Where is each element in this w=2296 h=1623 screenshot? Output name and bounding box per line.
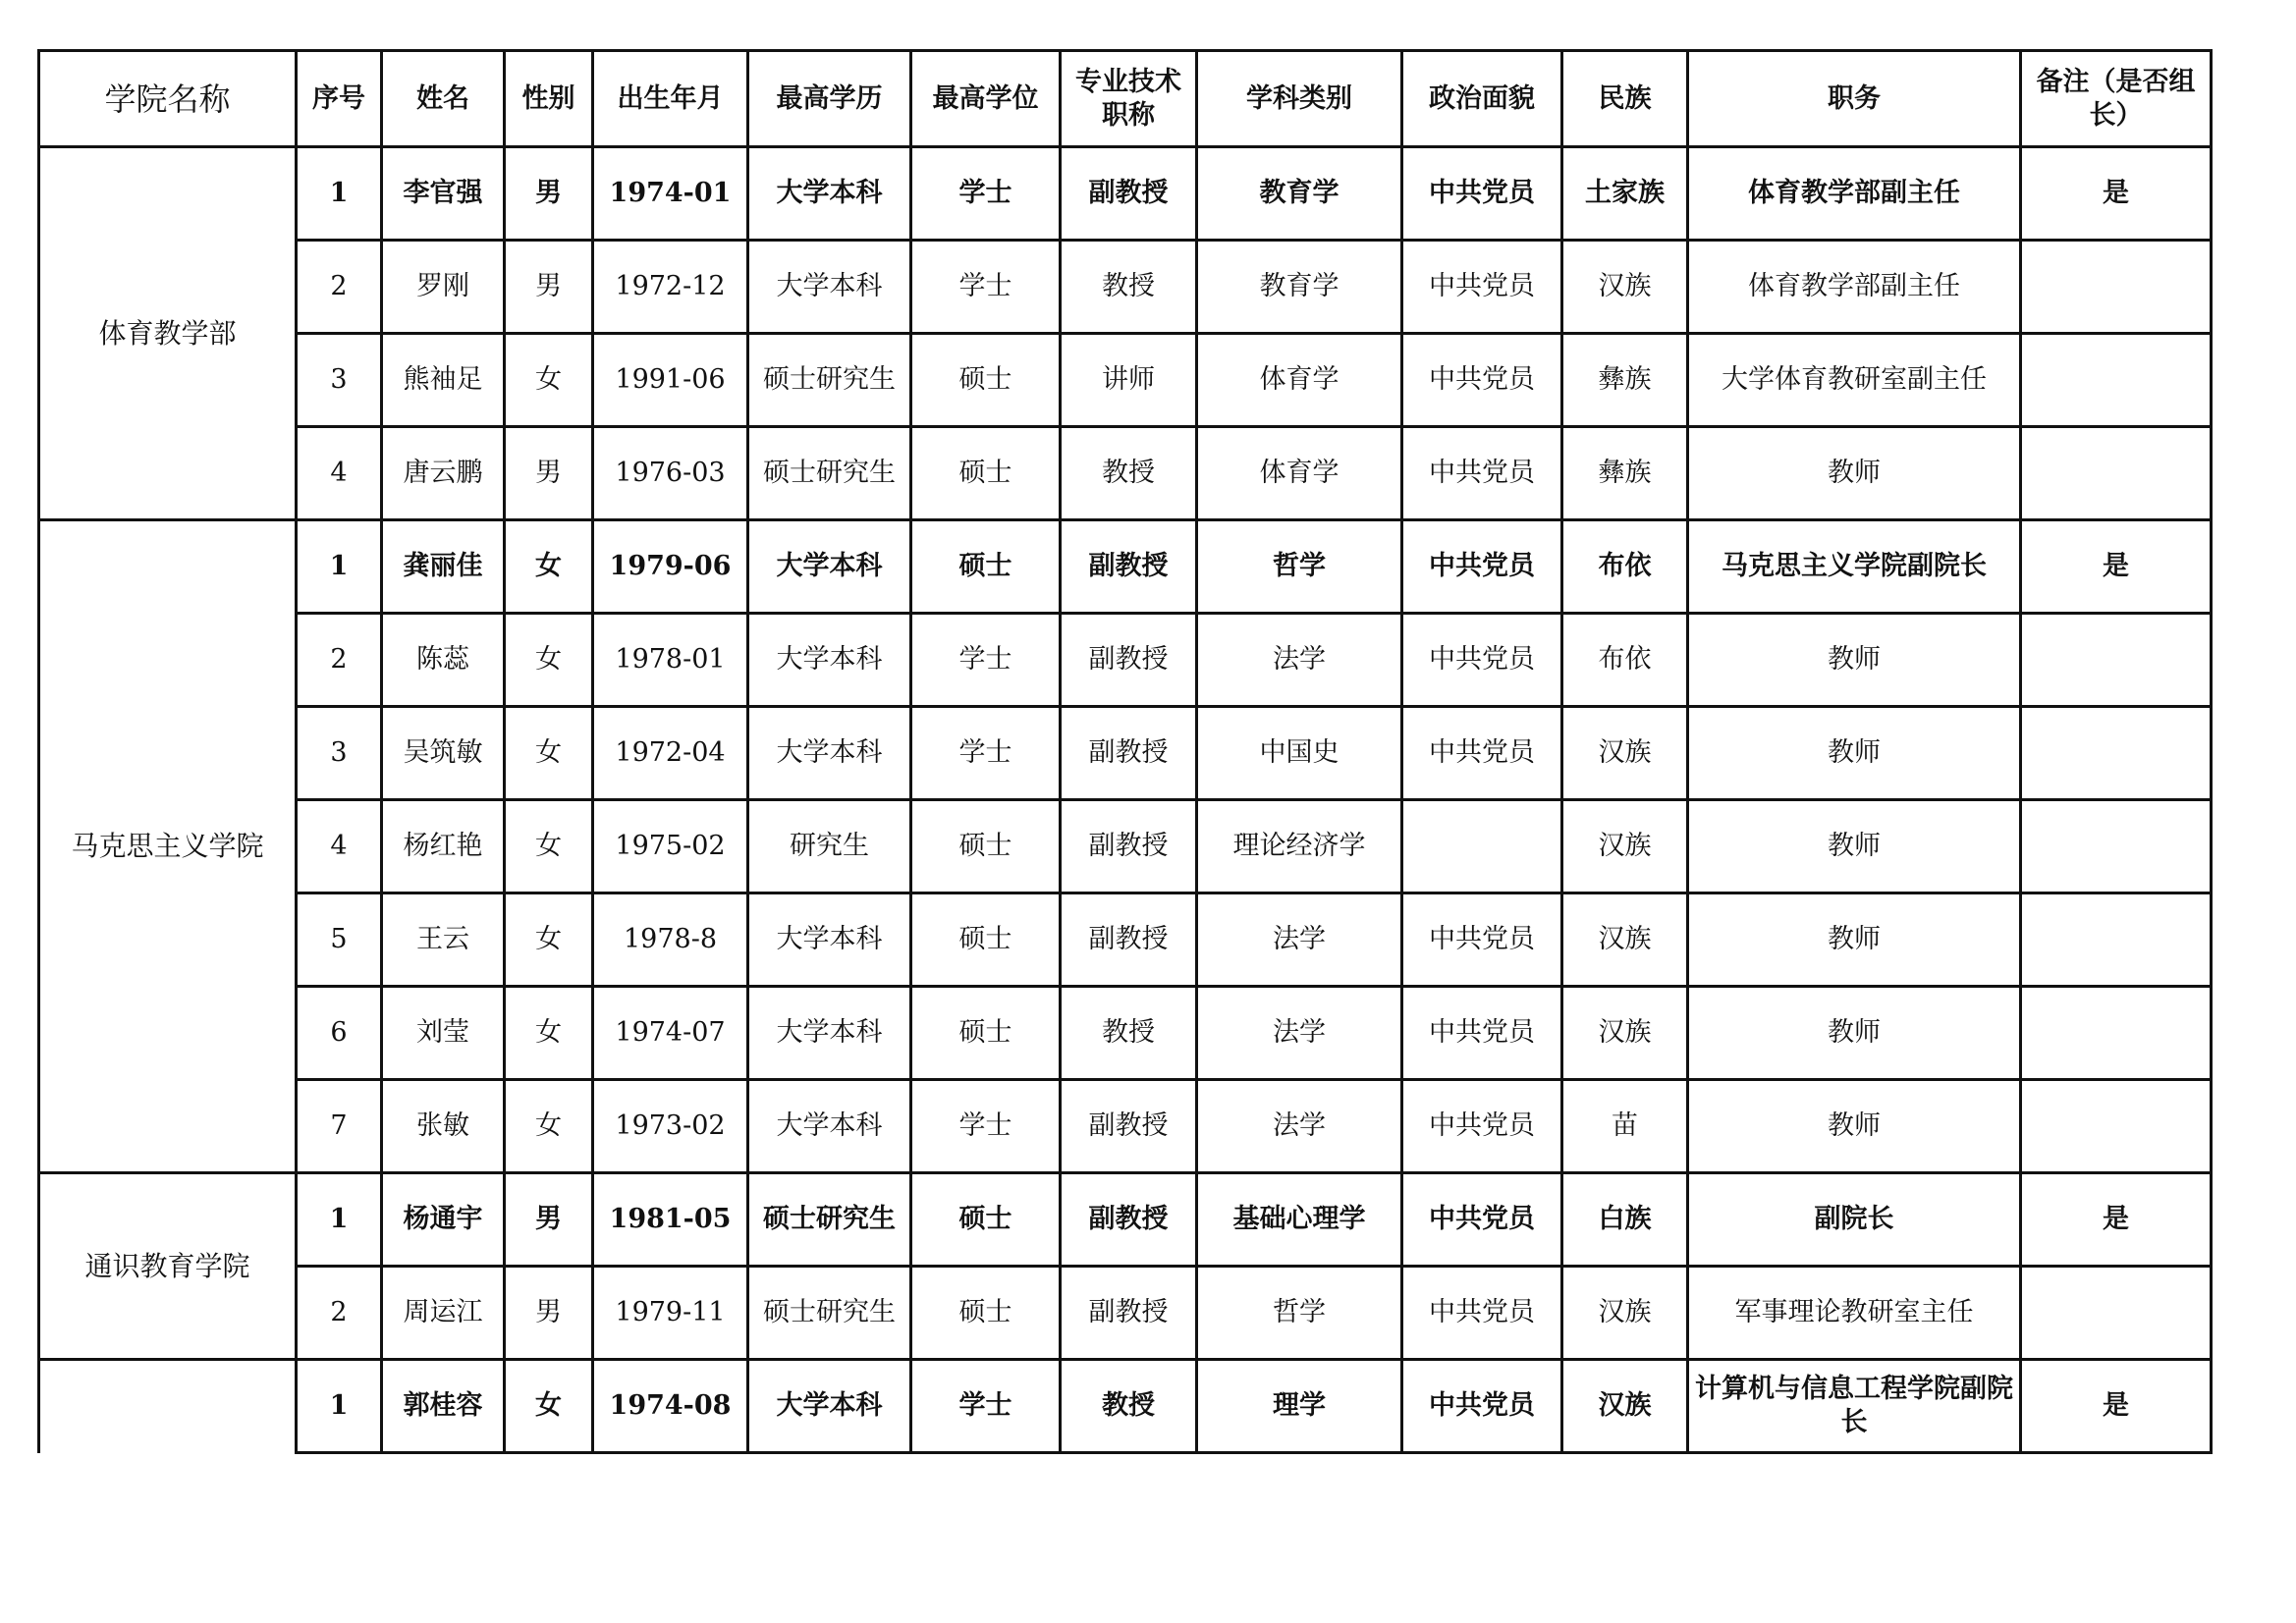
header-birth: 出生年月	[593, 51, 748, 147]
remark-cell	[2021, 614, 2212, 707]
position-cell: 体育教学部副主任	[1688, 241, 2021, 334]
header-degree: 最高学位	[911, 51, 1061, 147]
political-cell: 中共党员	[1402, 1173, 1562, 1267]
ethnicity-cell: 彝族	[1562, 334, 1688, 427]
education-cell: 大学本科	[748, 987, 911, 1080]
gender-cell: 女	[505, 520, 593, 614]
political-cell: 中共党员	[1402, 1080, 1562, 1173]
political-cell: 中共党员	[1402, 707, 1562, 800]
position-cell: 马克思主义学院副院长	[1688, 520, 2021, 614]
subject-cell: 体育学	[1197, 334, 1402, 427]
education-cell: 大学本科	[748, 893, 911, 987]
gender-cell: 女	[505, 1360, 593, 1453]
gender-cell: 男	[505, 241, 593, 334]
no-cell: 4	[297, 800, 382, 893]
ethnicity-cell: 汉族	[1562, 1360, 1688, 1453]
education-cell: 研究生	[748, 800, 911, 893]
gender-cell: 女	[505, 707, 593, 800]
ethnicity-cell: 汉族	[1562, 893, 1688, 987]
remark-cell	[2021, 987, 2212, 1080]
table-row	[39, 1267, 2212, 1360]
education-cell: 大学本科	[748, 147, 911, 241]
name-cell: 杨通宇	[382, 1173, 505, 1267]
remark-cell	[2021, 707, 2212, 800]
birth-cell: 1991-06	[593, 334, 748, 427]
header-education: 最高学历	[748, 51, 911, 147]
gender-cell: 男	[505, 427, 593, 520]
position-cell: 体育教学部副主任	[1688, 147, 2021, 241]
position-cell: 副院长	[1688, 1173, 2021, 1267]
political-cell: 中共党员	[1402, 1267, 1562, 1360]
title-cell: 副教授	[1061, 893, 1197, 987]
header-political: 政治面貌	[1402, 51, 1562, 147]
no-cell: 7	[297, 1080, 382, 1173]
name-cell: 陈蕊	[382, 614, 505, 707]
degree-cell: 学士	[911, 707, 1061, 800]
education-cell: 硕士研究生	[748, 1173, 911, 1267]
ethnicity-cell: 汉族	[1562, 800, 1688, 893]
position-cell: 大学体育教研室副主任	[1688, 334, 2021, 427]
title-cell: 教授	[1061, 1360, 1197, 1453]
title-cell: 副教授	[1061, 1080, 1197, 1173]
birth-cell: 1976-03	[593, 427, 748, 520]
gender-cell: 女	[505, 800, 593, 893]
ethnicity-cell: 布依	[1562, 614, 1688, 707]
political-cell: 中共党员	[1402, 520, 1562, 614]
gender-cell: 女	[505, 893, 593, 987]
staff-table	[37, 49, 2213, 1454]
no-cell: 1	[297, 1360, 382, 1453]
subject-cell: 哲学	[1197, 1267, 1402, 1360]
name-cell: 熊袖足	[382, 334, 505, 427]
birth-cell: 1972-04	[593, 707, 748, 800]
degree-cell: 硕士	[911, 1173, 1061, 1267]
ethnicity-cell: 汉族	[1562, 1267, 1688, 1360]
birth-cell: 1972-12	[593, 241, 748, 334]
position-cell: 教师	[1688, 893, 2021, 987]
birth-cell: 1978-8	[593, 893, 748, 987]
name-cell: 罗刚	[382, 241, 505, 334]
remark-cell	[2021, 800, 2212, 893]
no-cell: 6	[297, 987, 382, 1080]
table-row	[39, 427, 2212, 520]
table-row	[39, 800, 2212, 893]
no-cell: 1	[297, 520, 382, 614]
degree-cell: 硕士	[911, 1267, 1061, 1360]
subject-cell: 法学	[1197, 893, 1402, 987]
header-ethnicity: 民族	[1562, 51, 1688, 147]
no-cell: 2	[297, 241, 382, 334]
title-cell: 副教授	[1061, 520, 1197, 614]
table-body	[39, 147, 2212, 1453]
gender-cell: 女	[505, 334, 593, 427]
position-cell: 教师	[1688, 707, 2021, 800]
title-cell: 教授	[1061, 987, 1197, 1080]
table-row	[39, 1173, 2212, 1267]
ethnicity-cell: 苗	[1562, 1080, 1688, 1173]
degree-cell: 硕士	[911, 800, 1061, 893]
title-cell: 副教授	[1061, 800, 1197, 893]
birth-cell: 1978-01	[593, 614, 748, 707]
political-cell: 中共党员	[1402, 427, 1562, 520]
education-cell: 大学本科	[748, 241, 911, 334]
gender-cell: 男	[505, 147, 593, 241]
remark-cell	[2021, 241, 2212, 334]
remark-cell	[2021, 1267, 2212, 1360]
subject-cell: 法学	[1197, 987, 1402, 1080]
title-cell: 教授	[1061, 241, 1197, 334]
remark-cell	[2021, 427, 2212, 520]
degree-cell: 硕士	[911, 520, 1061, 614]
subject-cell: 教育学	[1197, 147, 1402, 241]
table-row	[39, 1080, 2212, 1173]
position-cell: 教师	[1688, 427, 2021, 520]
education-cell: 大学本科	[748, 707, 911, 800]
remark-cell	[2021, 1080, 2212, 1173]
political-cell: 中共党员	[1402, 147, 1562, 241]
ethnicity-cell: 彝族	[1562, 427, 1688, 520]
remark-cell: 是	[2021, 147, 2212, 241]
no-cell: 1	[297, 1173, 382, 1267]
degree-cell: 学士	[911, 614, 1061, 707]
birth-cell: 1974-01	[593, 147, 748, 241]
remark-cell: 是	[2021, 1173, 2212, 1267]
no-cell: 4	[297, 427, 382, 520]
remark-cell: 是	[2021, 520, 2212, 614]
political-cell: 中共党员	[1402, 1360, 1562, 1453]
birth-cell: 1979-06	[593, 520, 748, 614]
table-row	[39, 147, 2212, 241]
degree-cell: 学士	[911, 1080, 1061, 1173]
no-cell: 3	[297, 707, 382, 800]
birth-cell: 1975-02	[593, 800, 748, 893]
gender-cell: 男	[505, 1173, 593, 1267]
header-title: 专业技术职称	[1061, 51, 1197, 147]
political-cell: 中共党员	[1402, 334, 1562, 427]
no-cell: 2	[297, 1267, 382, 1360]
gender-cell: 女	[505, 1080, 593, 1173]
table-row	[39, 1360, 2212, 1453]
name-cell: 刘莹	[382, 987, 505, 1080]
subject-cell: 哲学	[1197, 520, 1402, 614]
subject-cell: 中国史	[1197, 707, 1402, 800]
table-row	[39, 241, 2212, 334]
political-cell	[1402, 800, 1562, 893]
subject-cell: 体育学	[1197, 427, 1402, 520]
ethnicity-cell: 土家族	[1562, 147, 1688, 241]
political-cell: 中共党员	[1402, 614, 1562, 707]
gender-cell: 女	[505, 987, 593, 1080]
table-row	[39, 987, 2212, 1080]
political-cell: 中共党员	[1402, 987, 1562, 1080]
birth-cell: 1974-07	[593, 987, 748, 1080]
no-cell: 1	[297, 147, 382, 241]
name-cell: 周运江	[382, 1267, 505, 1360]
header-row	[39, 51, 2212, 147]
position-cell: 教师	[1688, 987, 2021, 1080]
title-cell: 副教授	[1061, 147, 1197, 241]
remark-cell: 是	[2021, 1360, 2212, 1453]
college-name-cell: 马克思主义学院	[39, 520, 297, 1173]
name-cell: 王云	[382, 893, 505, 987]
political-cell: 中共党员	[1402, 893, 1562, 987]
degree-cell: 硕士	[911, 987, 1061, 1080]
header-name: 姓名	[382, 51, 505, 147]
education-cell: 大学本科	[748, 520, 911, 614]
political-cell: 中共党员	[1402, 241, 1562, 334]
title-cell: 副教授	[1061, 1267, 1197, 1360]
table-row	[39, 520, 2212, 614]
ethnicity-cell: 汉族	[1562, 987, 1688, 1080]
header-gender: 性别	[505, 51, 593, 147]
header-remark: 备注（是否组长）	[2021, 51, 2212, 147]
title-cell: 副教授	[1061, 614, 1197, 707]
ethnicity-cell: 汉族	[1562, 241, 1688, 334]
name-cell: 杨红艳	[382, 800, 505, 893]
education-cell: 硕士研究生	[748, 427, 911, 520]
table-row	[39, 707, 2212, 800]
header-position: 职务	[1688, 51, 2021, 147]
ethnicity-cell: 布依	[1562, 520, 1688, 614]
name-cell: 龚丽佳	[382, 520, 505, 614]
ethnicity-cell: 汉族	[1562, 707, 1688, 800]
title-cell: 教授	[1061, 427, 1197, 520]
birth-cell: 1979-11	[593, 1267, 748, 1360]
header-no: 序号	[297, 51, 382, 147]
subject-cell: 法学	[1197, 1080, 1402, 1173]
gender-cell: 男	[505, 1267, 593, 1360]
birth-cell: 1981-05	[593, 1173, 748, 1267]
title-cell: 副教授	[1061, 707, 1197, 800]
title-cell: 副教授	[1061, 1173, 1197, 1267]
degree-cell: 硕士	[911, 334, 1061, 427]
birth-cell: 1974-08	[593, 1360, 748, 1453]
name-cell: 李官强	[382, 147, 505, 241]
degree-cell: 学士	[911, 147, 1061, 241]
subject-cell: 基础心理学	[1197, 1173, 1402, 1267]
name-cell: 郭桂容	[382, 1360, 505, 1453]
table-row	[39, 334, 2212, 427]
subject-cell: 教育学	[1197, 241, 1402, 334]
position-cell: 计算机与信息工程学院副院长	[1688, 1360, 2021, 1453]
name-cell: 吴筑敏	[382, 707, 505, 800]
degree-cell: 硕士	[911, 893, 1061, 987]
position-cell: 军事理论教研室主任	[1688, 1267, 2021, 1360]
subject-cell: 法学	[1197, 614, 1402, 707]
name-cell: 唐云鹏	[382, 427, 505, 520]
birth-cell: 1973-02	[593, 1080, 748, 1173]
position-cell: 教师	[1688, 614, 2021, 707]
education-cell: 大学本科	[748, 1360, 911, 1453]
education-cell: 硕士研究生	[748, 1267, 911, 1360]
remark-cell	[2021, 893, 2212, 987]
title-cell: 讲师	[1061, 334, 1197, 427]
degree-cell: 学士	[911, 241, 1061, 334]
subject-cell: 理论经济学	[1197, 800, 1402, 893]
college-name-cell: 体育教学部	[39, 147, 297, 520]
ethnicity-cell: 白族	[1562, 1173, 1688, 1267]
education-cell: 大学本科	[748, 614, 911, 707]
degree-cell: 学士	[911, 1360, 1061, 1453]
subject-cell: 理学	[1197, 1360, 1402, 1453]
no-cell: 5	[297, 893, 382, 987]
gender-cell: 女	[505, 614, 593, 707]
table-row	[39, 614, 2212, 707]
college-name-cell	[39, 1360, 297, 1453]
position-cell: 教师	[1688, 1080, 2021, 1173]
name-cell: 张敏	[382, 1080, 505, 1173]
education-cell: 大学本科	[748, 1080, 911, 1173]
no-cell: 2	[297, 614, 382, 707]
college-name-cell: 通识教育学院	[39, 1173, 297, 1360]
table-row	[39, 893, 2212, 987]
header-college: 学院名称	[39, 51, 297, 147]
remark-cell	[2021, 334, 2212, 427]
no-cell: 3	[297, 334, 382, 427]
education-cell: 硕士研究生	[748, 334, 911, 427]
header-subject: 学科类别	[1197, 51, 1402, 147]
degree-cell: 硕士	[911, 427, 1061, 520]
position-cell: 教师	[1688, 800, 2021, 893]
